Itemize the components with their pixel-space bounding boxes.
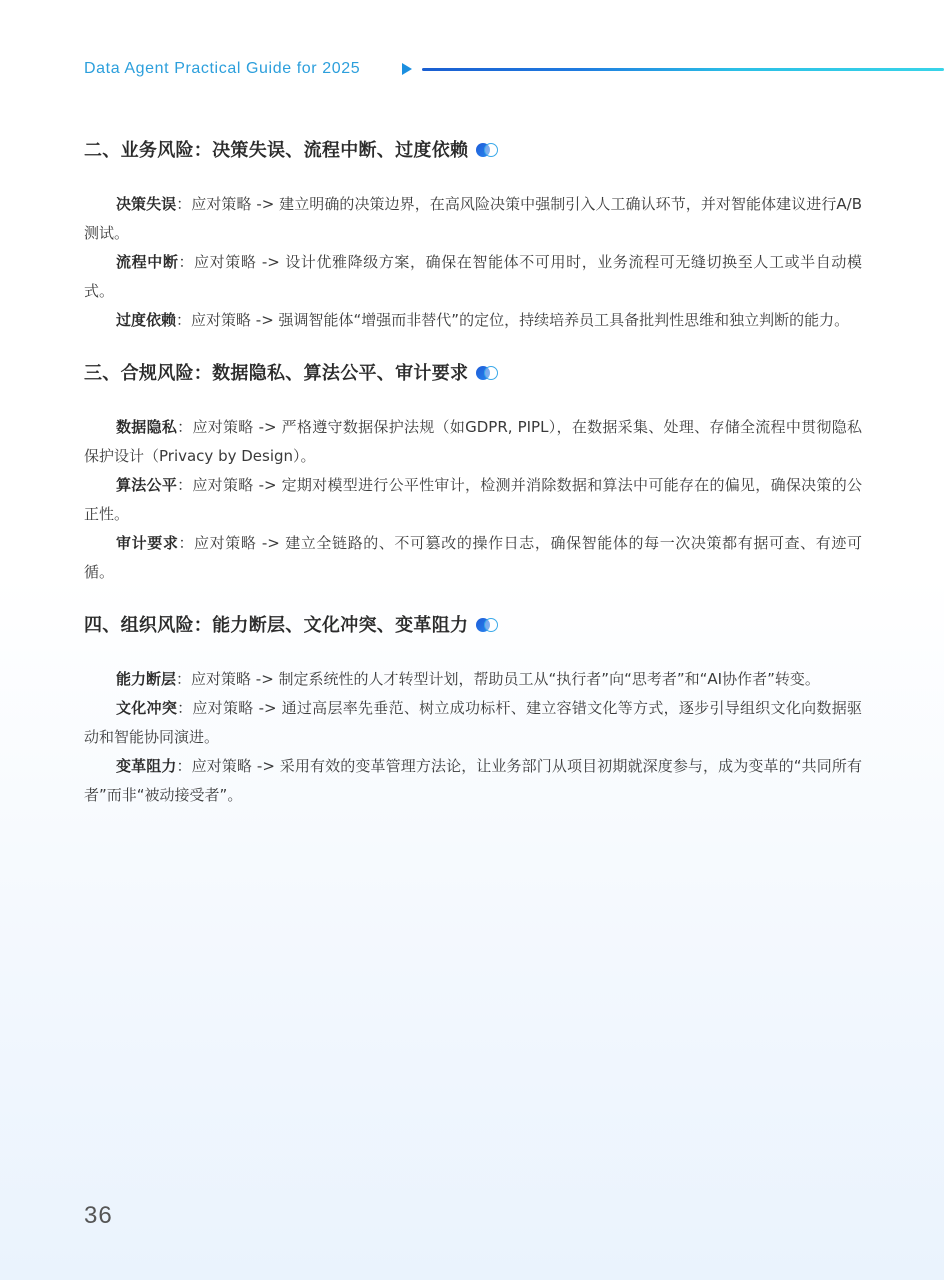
risk-term: 算法公平 [116,476,178,494]
risk-strategy: ：应对策略 -> 严格遵守数据保护法规（如GDPR, PIPL），在数据采集、处理、存储全流程中贯彻隐私保护设计（Privacy by Design）。 [84,418,862,465]
risk-term: 文化冲突 [116,699,178,717]
risk-item [84,471,862,529]
header-divider-line [422,68,944,71]
risk-item [84,529,862,587]
section-heading [84,134,862,168]
play-triangle-icon [402,63,412,75]
section-heading-text: 三、合规风险：数据隐私、算法公平、审计要求 [84,363,469,384]
risk-term: 流程中断 [116,253,179,271]
risk-strategy: ：应对策略 -> 采用有效的变革管理方法论，让业务部门从项目初期就深度参与，成为变革的“共同所有者”而非“被动接受者”。 [84,757,862,804]
section-organization-risk [84,609,862,810]
double-circle-icon [476,618,504,634]
section-business-risk [84,134,862,335]
paragraph-group [84,413,862,587]
double-circle-icon [476,366,504,382]
risk-term: 能力断层 [116,670,177,688]
risk-strategy: ：应对策略 -> 建立明确的决策边界，在高风险决策中强制引入人工确认环节，并对智能体建议进行A/B测试。 [84,195,862,242]
risk-strategy: ：应对策略 -> 强调智能体“增强而非替代”的定位，持续培养员工具备批判性思维和独立判断的能力。 [176,311,850,329]
section-heading [84,357,862,391]
section-compliance-risk [84,357,862,587]
risk-strategy: ：应对策略 -> 定期对模型进行公平性审计，检测并消除数据和算法中可能存在的偏见，确保决策的公正性。 [84,476,862,523]
risk-term: 变革阻力 [116,757,177,775]
paragraph-group [84,190,862,335]
risk-item [84,306,862,335]
risk-item [84,248,862,306]
risk-item [84,665,862,694]
section-heading-text: 二、业务风险：决策失误、流程中断、过度依赖 [84,140,469,161]
paragraph-group [84,665,862,810]
risk-strategy: ：应对策略 -> 制定系统性的人才转型计划，帮助员工从“执行者”向“思考者”和“AI协作者”转变。 [176,670,820,688]
double-circle-icon [476,143,504,159]
risk-term: 过度依赖 [116,311,177,329]
header-title: Data Agent Practical Guide for 2025 [84,60,361,77]
risk-strategy: ：应对策略 -> 设计优雅降级方案，确保在智能体不可用时，业务流程可无缝切换至人工或半自动模式。 [84,253,862,300]
section-heading [84,609,862,643]
page-number: 36 [84,1202,113,1229]
risk-term: 决策失误 [116,195,177,213]
risk-item [84,694,862,752]
risk-item [84,190,862,248]
page-header [84,58,944,82]
risk-item [84,413,862,471]
risk-strategy: ：应对策略 -> 建立全链路的、不可篡改的操作日志，确保智能体的每一次决策都有据可查、有迹可循。 [84,534,862,581]
section-heading-text: 四、组织风险：能力断层、文化冲突、变革阻力 [84,615,469,636]
main-content [84,134,862,832]
risk-strategy: ：应对策略 -> 通过高层率先垂范、树立成功标杆、建立容错文化等方式，逐步引导组织文化向数据驱动和智能协同演进。 [84,699,862,746]
risk-term: 数据隐私 [116,418,178,436]
risk-item [84,752,862,810]
risk-term: 审计要求 [116,534,179,552]
